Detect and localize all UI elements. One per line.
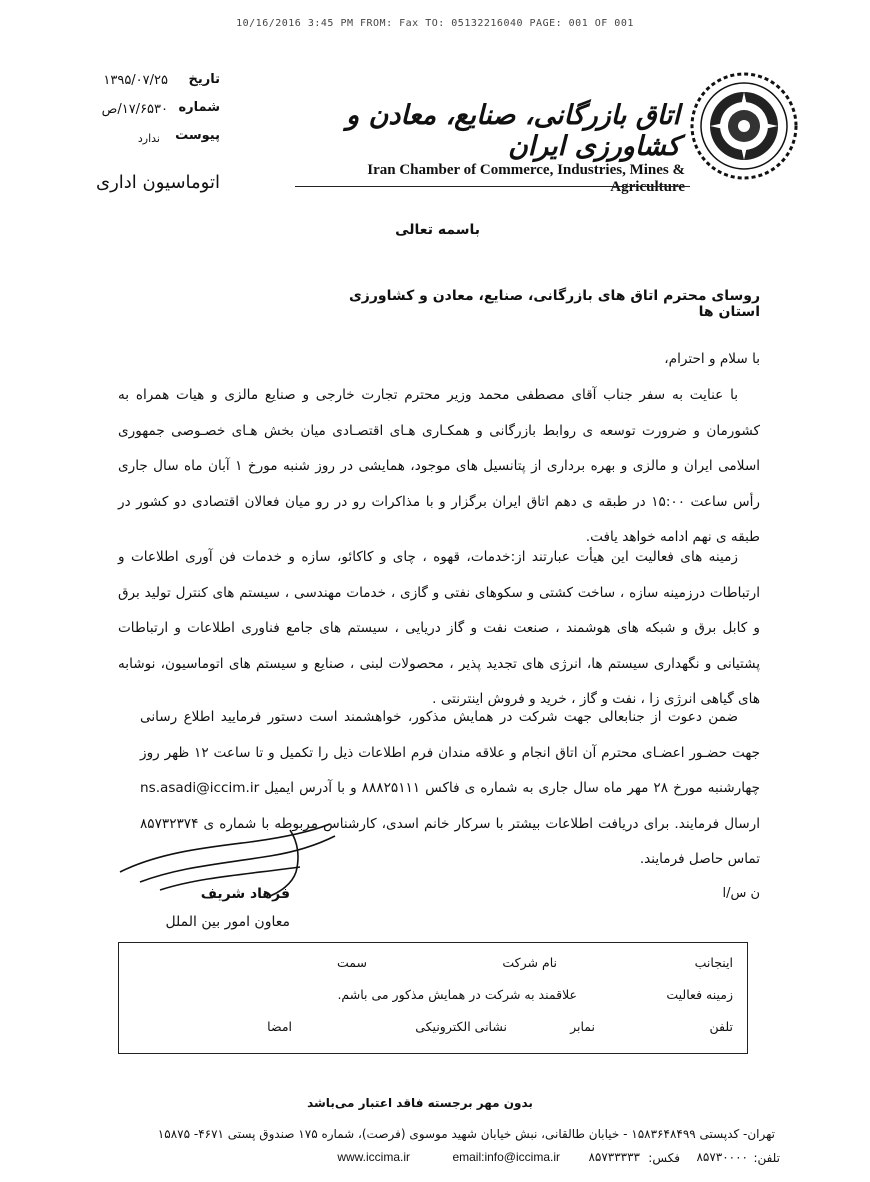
form-fax-label: نمابر [570,1019,595,1034]
letterhead-divider [295,186,690,187]
bismillah: باسمه تعالی [395,222,480,238]
letterhead-name-fa: اتاق بازرگانی، صنایع، معادن و کشاورزی ایران [346,100,680,162]
form-email-label: نشانی الکترونیکی [415,1019,507,1034]
form-statement: علاقمند به شرکت در همایش مذکور می باشم. [337,987,577,1002]
date-value: ۱۳۹۵/۰۷/۲۵ [103,73,168,88]
body-paragraph: با عنایت به سفر جناب آقای مصطفی محمد وزیر محترم تجارت خارجی و صنایع مالزی و هیات همراه به کشورمان و ضرورت توسعه ی روابط بازرگانی و همکـاری هـای اقتصـادی میان بخش هـای خصـوصی جمهوری اسلامی ایران و مالزی و بهره برداری از پتانسیل های موجود، همایشی در روز شنبه مورخ ۱ آبان ماه سال جاری رأس ساعت ۱۵:۰۰ در طبقه ی دهم اتاق ایران برگزار و با مذاکرات رو در رو میان فعالان اقتصادی دو کشور در طبقه ی نهم ادامه خواهد یافت. [118,387,760,545]
form-field-label: زمینه فعالیت [666,987,733,1002]
letterhead-name-en: Iran Chamber of Commerce, Industries, Mines & Agriculture [367,162,685,195]
footer-fax-label: فکس: [648,1151,680,1165]
footer-address: تهران- کدپستی ۱۵۸۳۶۴۸۴۹۹ - خیابان طالقانی، نبش خیابان شهید موسوی (فرصت)، شماره ۱۷۵ صندوق پستی ۴۶۷۱- ۱۵۸۷۵ [157,1127,775,1141]
stamp-note: بدون مهر برجسته فاقد اعتبار می‌باشد [307,1096,533,1110]
meta-block [90,72,220,156]
chamber-emblem-icon [688,70,800,182]
recipient-line: روسای محترم اتاق های بازرگانی، صنایع، معادن و کشاورزی استان ها [348,288,760,320]
greeting: با سلام و احترام، [664,351,760,367]
footer-contact-row [240,1150,780,1170]
attachment-label: پیوست [175,128,220,143]
fax-header: 10/16/2016 3:45 PM FROM: Fax TO: 05132216040 PAGE: 001 OF 001 [236,18,634,29]
automation-note: اتوماسیون اداری [96,172,220,193]
initials: ن س/ا [722,886,760,901]
footer-fax-value: ۸۵۷۳۳۳۳۳ [588,1150,640,1164]
number-label: شماره [178,100,220,115]
form-company-label: نام شرکت [502,955,557,970]
body-paragraph: زمینه های فعالیت این هیأت عبارتند از:خدمات، قهوه ، چای و کاکائو، سازه و خدمات فن آوری اطلاعات و ارتباطات درزمینه سازه ، ساخت کشتی و سکوهای نفتی و گازی ، خدمات مهندسی ، سیستم های کنترل تولید برق و کابل برق و شبکه های هوشمند ، صنعت نفت و گاز دریایی ، سیستم های جامع فناوری اطلاعات و ارتباطات پشتیانی و نگهداری سیستم ها، انرژی های تجدید پذیر ، محصولات لبنی ، صنایع و سیستم های اتوماسیون، نوشابه های گیاهی انرژی زا ، نفت و گاز ، خرید و فروش اینترنتی . [118,549,760,707]
form-sign-label: امضا [267,1019,292,1034]
footer-website-link[interactable]: www.iccima.ir [337,1150,410,1164]
signatory-title: معاون امور بین الملل [165,914,290,930]
footer-phone-label: تلفن: [753,1151,780,1165]
body-paragraph: ضمن دعوت از جنابعالی جهت شرکت در همایش مذکور، خواهشمند است دستور فرمایید اطلاع رسانی جهت حضـور اعضـای محترم آن اتاق انجام و علاقه مندان فرم اطلاعات ذیل را تکمیل و تا ساعت ۱۲ ظهر روز چهارشنبه مورخ ۲۸ مهر ماه سال جاری به شماره ی فاکس ۸۸۸۲۵۱۱۱ و با آدرس ایمیل ns.asadi@iccim.ir ارسال فرمایند. برای دریافت اطلاعات بیشتر با سرکار خانم اسدی، کارشناس مربوطه با شماره ی ۸۵۷۳۲۳۷۴ تماس حاصل فرمایند. [140,709,761,867]
form-phone-label: تلفن [709,1019,733,1034]
registration-form-box [118,942,748,1054]
footer-phone-value: ۸۵۷۳۰۰۰۰ [696,1150,748,1164]
footer-email-link[interactable]: email:info@iccima.ir [452,1150,560,1164]
form-position-label: سمت [337,955,367,970]
form-undersigned-label: اینجانب [694,955,733,970]
date-label: تاریخ [188,72,220,87]
signatory-name: فرهاد شریف [200,886,290,902]
attachment-value: ندارد [137,132,160,145]
number-value: ۱۷/۶۵۳۰/ص [101,102,168,117]
